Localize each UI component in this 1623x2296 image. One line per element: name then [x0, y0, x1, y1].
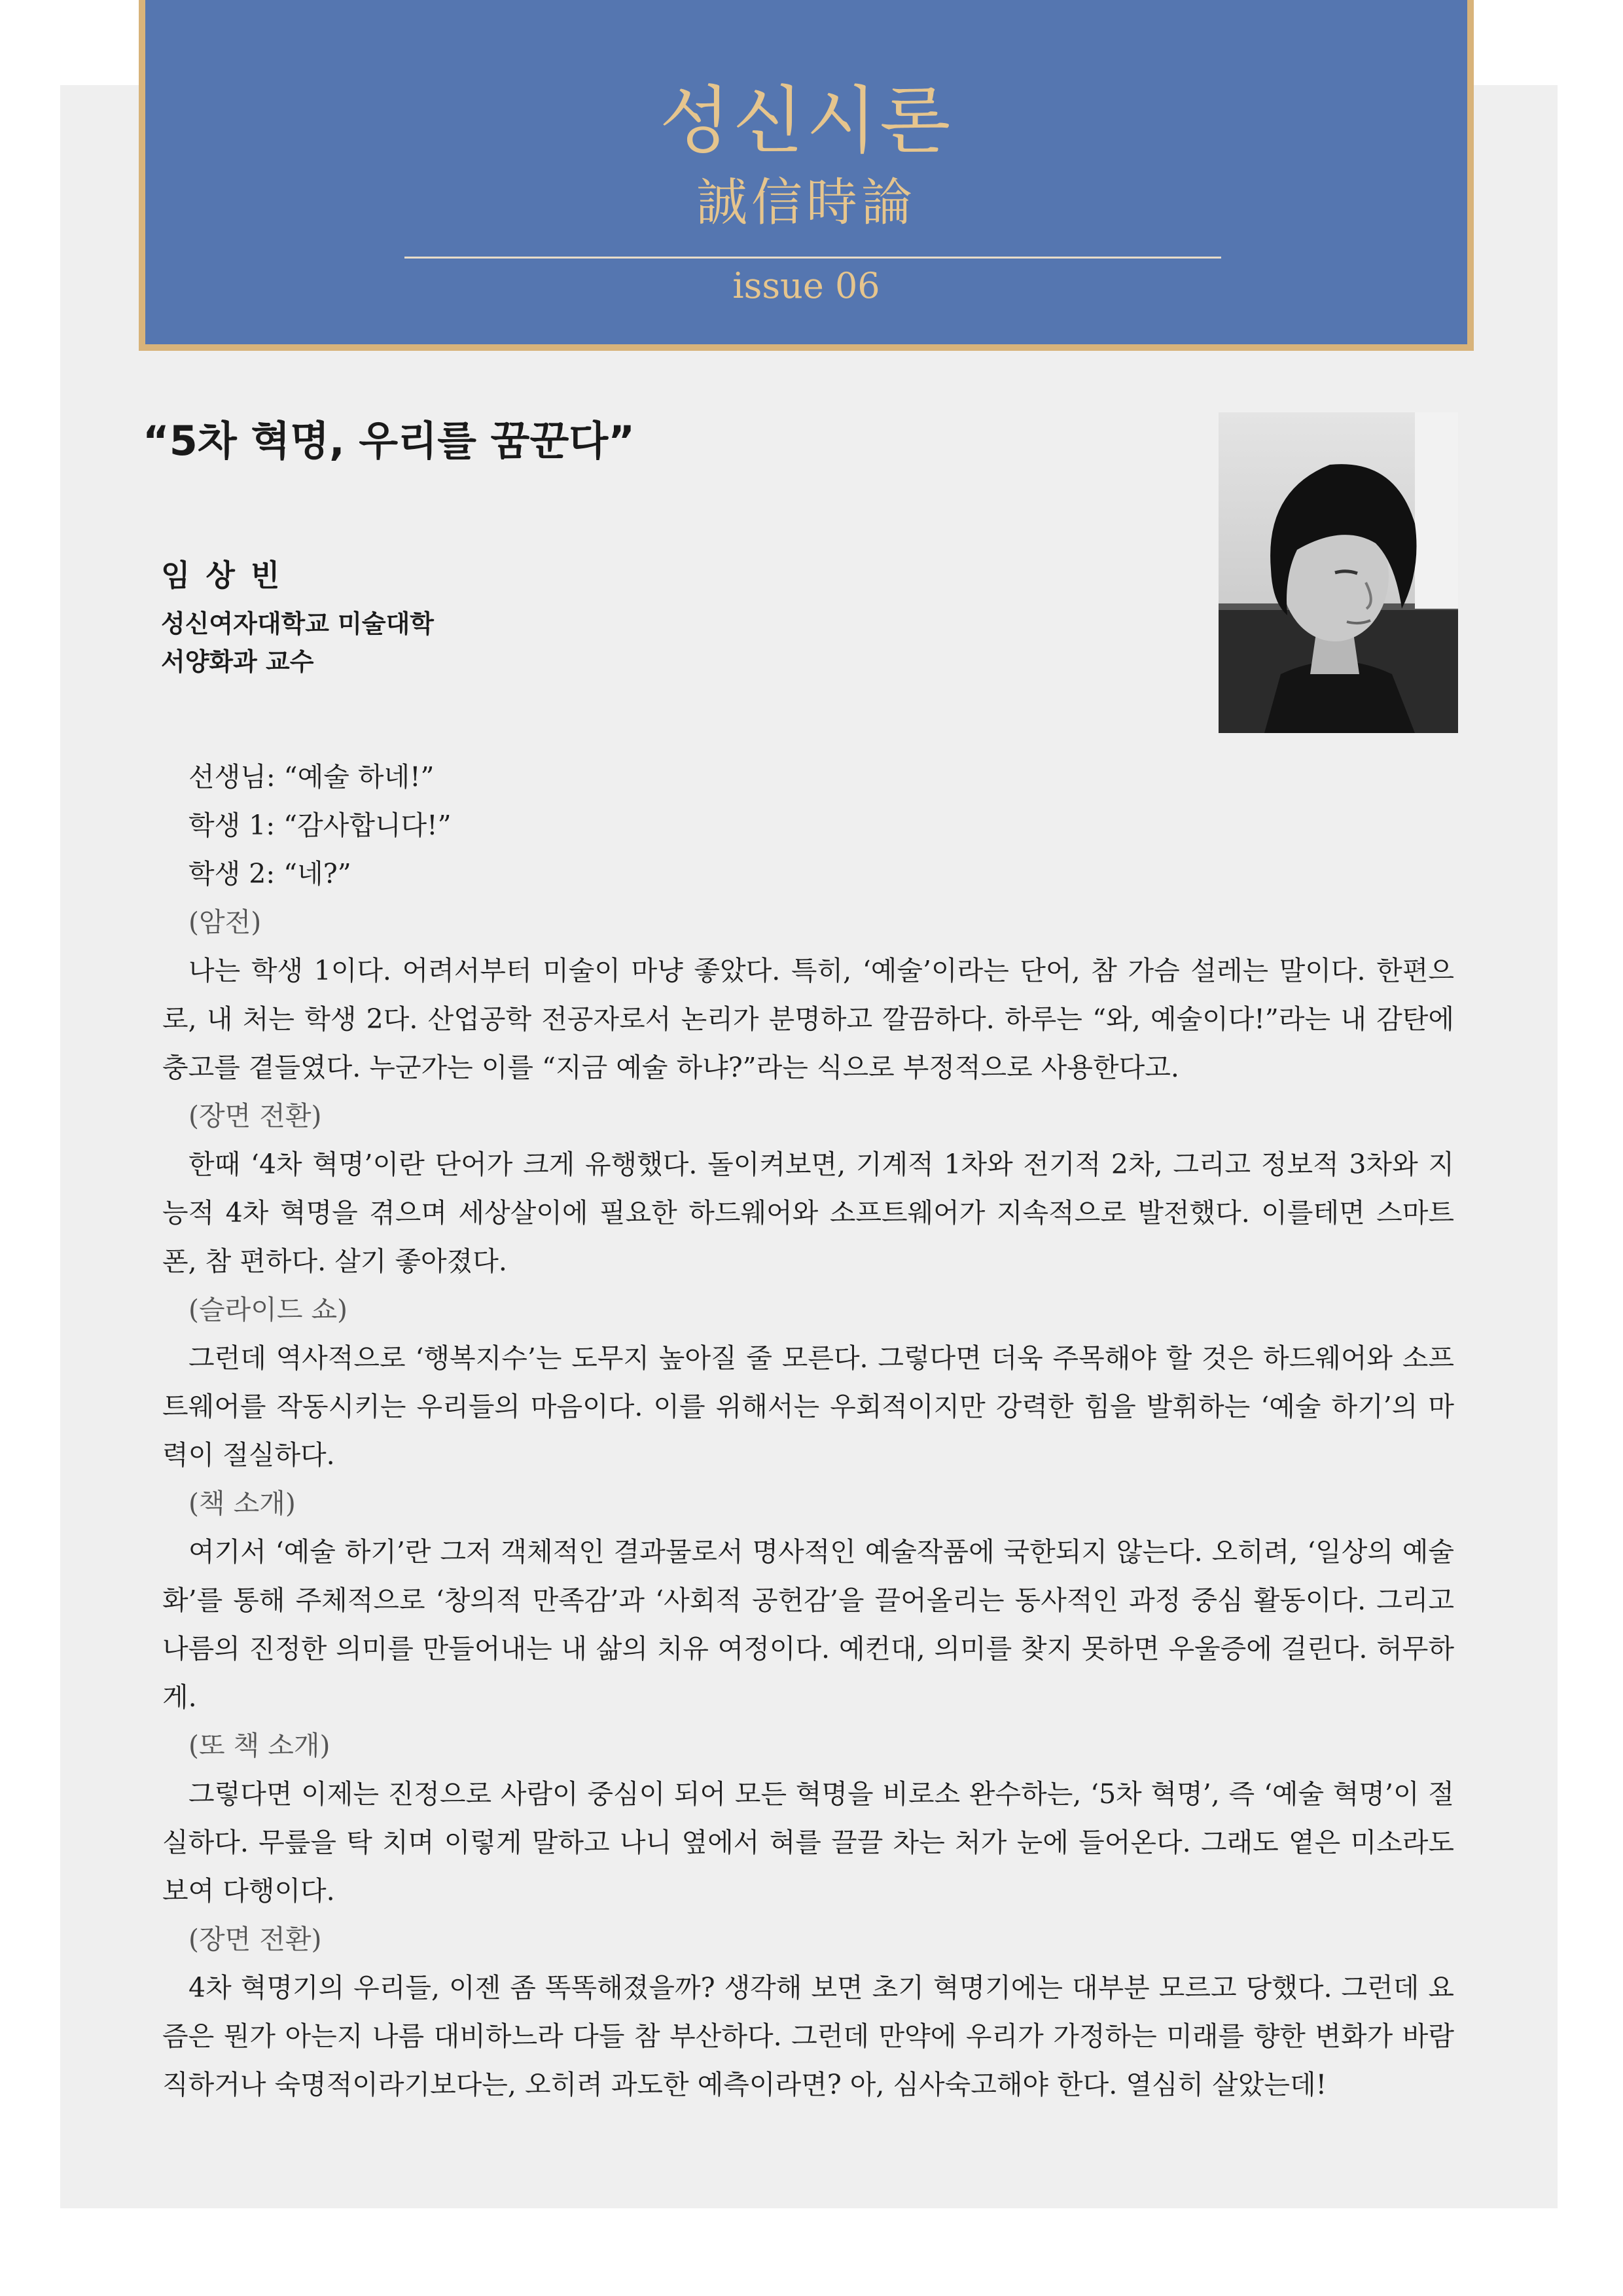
dialogue-line: 선생님: “예술 하네!”	[188, 761, 435, 793]
body-paragraph: 4차 혁명기의 우리들, 이젠 좀 똑똑해졌을까? 생각해 보면 초기 혁명기에는 대부분 모르고 당했다. 그런데 요즘은 뭔가 아는지 나름 대비하느라 다들 참 부산하다. 그런데 만약에 우리가 가정하는 미래를 향한 변화가 바람직하거나 숙명적이라기보다는, 오히려 과도한 예측이라면? 아, 심사숙고해야 한다. 열심히 살았는데!	[162, 1972, 1454, 2100]
dialogue-line: 학생 1: “감사합니다!”	[188, 810, 452, 841]
masthead-divider	[404, 257, 1221, 259]
body-paragraph: 여기서 ‘예술 하기’란 그저 객체적인 결과물로서 명사적인 예술작품에 국한되지 않는다. 오히려, ‘일상의 예술화’를 통해 주체적으로 ‘창의적 만족감’과 ‘사회적 공헌감’을 끌어올리는 동사적인 과정 중심 활동이다. 그리고 나름의 진정한 의미를 만들어내는 내 삶의 치유 여정이다. 예컨대, 의미를 찾지 못하면 우울증에 걸린다. 허무하게.	[162, 1536, 1454, 1713]
issue-number: issue 06	[732, 265, 880, 306]
article-headline: “5차 혁명, 우리를 꿈꾼다”	[143, 417, 635, 465]
stage-direction: (암전)	[188, 906, 262, 938]
stage-direction: (슬라이드 쇼)	[188, 1294, 348, 1325]
article-body	[162, 753, 1454, 2109]
author-photo	[1219, 412, 1458, 733]
dialogue-line: 학생 2: “네?”	[188, 858, 351, 889]
stage-direction: (또 책 소개)	[188, 1730, 330, 1761]
author-name: 임 상 빈	[161, 558, 283, 593]
body-paragraph: 한때 ‘4차 혁명’이란 단어가 크게 유행했다. 돌이켜보면, 기계적 1차와 전기적 2차, 그리고 정보적 3차와 지능적 4차 혁명을 겪으며 세상살이에 필요한 하드웨어와 소프트웨어가 지속적으로 발전했다. 이를테면 스마트폰, 참 편하다. 살기 좋아졌다.	[162, 1149, 1454, 1277]
author-affiliation-line2: 서양화과 교수	[161, 647, 314, 676]
author-affiliation-line1: 성신여자대학교 미술대학	[161, 609, 435, 638]
masthead-title: 성신시론	[659, 79, 954, 164]
stage-direction: (장면 전환)	[188, 1100, 322, 1132]
masthead	[139, 0, 1474, 351]
body-paragraph: 그렇다면 이제는 진정으로 사람이 중심이 되어 모든 혁명을 비로소 완수하는, ‘5차 혁명’, 즉 ‘예술 혁명’이 절실하다. 무릎을 탁 치며 이렇게 말하고 나니 옆에서 혀를 끌끌 차는 처가 눈에 들어온다. 그래도 옅은 미소라도 보여 다행이다.	[162, 1778, 1454, 1907]
masthead-hanja: 誠信時論	[696, 173, 916, 232]
author-affiliation	[161, 605, 434, 681]
author-portrait-image	[1219, 412, 1458, 733]
body-paragraph: 그런데 역사적으로 ‘행복지수’는 도무지 높아질 줄 모른다. 그렇다면 더욱 주목해야 할 것은 하드웨어와 소프트웨어를 작동시키는 우리들의 마음이다. 이를 위해서는 우회적이지만 강력한 힘을 발휘하는 ‘예술 하기’의 마력이 절실하다.	[162, 1342, 1454, 1471]
stage-direction: (장면 전환)	[188, 1924, 322, 1955]
body-paragraph: 나는 학생 1이다. 어려서부터 미술이 마냥 좋았다. 특히, ‘예술’이라는 단어, 참 가슴 설레는 말이다. 한편으로, 내 처는 학생 2다. 산업공학 전공자로서 논리가 분명하고 깔끔하다. 하루는 “와, 예술이다!”라는 내 감탄에 충고를 곁들였다. 누군가는 이를 “지금 예술 하냐?”라는 식으로 부정적으로 사용한다고.	[162, 955, 1454, 1083]
stage-direction: (책 소개)	[188, 1488, 296, 1519]
